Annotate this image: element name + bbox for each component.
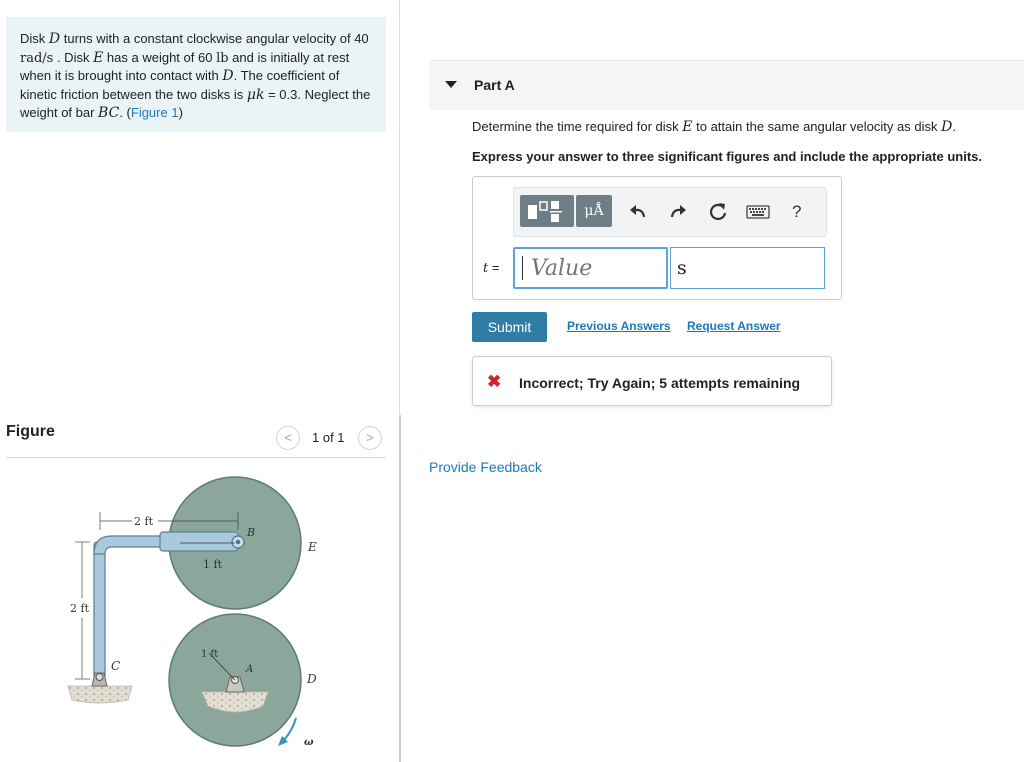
math-E: E (682, 119, 693, 135)
math-mu-k: μk (246, 86, 265, 103)
problem-text: has a weight of 60 (103, 49, 217, 65)
template-icon[interactable] (520, 195, 574, 227)
value-input[interactable] (513, 247, 668, 289)
figure-next-button[interactable]: > (358, 426, 382, 450)
problem-statement (6, 17, 386, 132)
label-B: B (247, 526, 256, 539)
part-a-header[interactable] (429, 60, 1024, 110)
label-E: E (308, 540, 317, 554)
part-title: Part A (474, 77, 515, 93)
math-D: D (222, 68, 234, 84)
math-toolbar (513, 187, 827, 237)
math-BC: BC (98, 105, 120, 121)
problem-text: ) (178, 105, 183, 120)
caret-down-icon[interactable] (445, 81, 457, 88)
reset-icon[interactable] (706, 200, 730, 224)
label-C: C (111, 659, 121, 673)
math-E: E (93, 49, 104, 66)
previous-answers-link[interactable]: Previous Answers (567, 319, 671, 333)
feedback-message-box (472, 356, 832, 406)
dim-label-2ft-top: 2 ft (134, 515, 153, 528)
question-text: Determine the time required for disk E to attain the same angular velocity as disk D. (472, 119, 956, 135)
figure-prev-button[interactable]: < (276, 426, 300, 450)
dim-label-1ft-lower: 1 ft (201, 649, 219, 660)
dim-label-2ft-left: 2 ft (70, 602, 89, 615)
text-cursor (522, 256, 523, 280)
label-A: A (246, 664, 254, 675)
right-column (401, 0, 1024, 762)
figure-title: Figure (6, 423, 55, 440)
error-x-icon: ✖ (487, 372, 502, 391)
provide-feedback-link[interactable]: Provide Feedback (429, 459, 542, 475)
unit-lb: lb (216, 50, 229, 66)
figure-header (6, 420, 386, 458)
submit-button[interactable]: Submit (472, 312, 547, 342)
bar-sleeve-B (160, 532, 238, 551)
answer-instruction: Express your answer to three significant figures and include the appropriate units. (472, 149, 982, 164)
label-D: D (307, 672, 317, 686)
feedback-text: Incorrect; Try Again; 5 attempts remaining (519, 375, 801, 391)
answer-variable-label: t = (483, 260, 500, 276)
problem-text: and is initially at rest when it is brought into contact with (20, 49, 350, 83)
problem-text: Disk (20, 31, 49, 46)
request-answer-link[interactable]: Request Answer (687, 319, 781, 333)
help-icon[interactable]: ? (792, 202, 802, 221)
bar-BC-vertical (94, 542, 105, 678)
figure-diagram (60, 470, 340, 760)
unit-rad-per-s: rad/s (20, 50, 54, 66)
problem-text: turns with a constant clockwise angular velocity of 40 (60, 31, 369, 46)
pin-C (96, 674, 103, 681)
units-input[interactable] (670, 247, 825, 289)
problem-text: . ( (119, 105, 131, 120)
keyboard-icon[interactable] (746, 200, 770, 224)
math-D: D (48, 31, 61, 47)
left-column (0, 0, 400, 762)
figure-pager-count: 1 of 1 (312, 430, 345, 445)
problem-text: . Disk (53, 49, 94, 65)
answer-box (472, 176, 842, 300)
problem-text: = 0.3. Neglect the weight of bar (20, 86, 371, 120)
redo-icon[interactable] (666, 200, 690, 224)
math-D: D (941, 119, 953, 135)
undo-icon[interactable] (626, 200, 650, 224)
units-icon[interactable]: μÅ (576, 195, 612, 227)
problem-text: . The coefficient of kinetic friction between the two disks is (20, 68, 340, 102)
label-omega: ω (304, 737, 314, 748)
dim-label-1ft-upper: 1 ft (203, 558, 222, 571)
ground-C (68, 686, 132, 703)
figure-link[interactable]: Figure 1 (130, 105, 179, 120)
